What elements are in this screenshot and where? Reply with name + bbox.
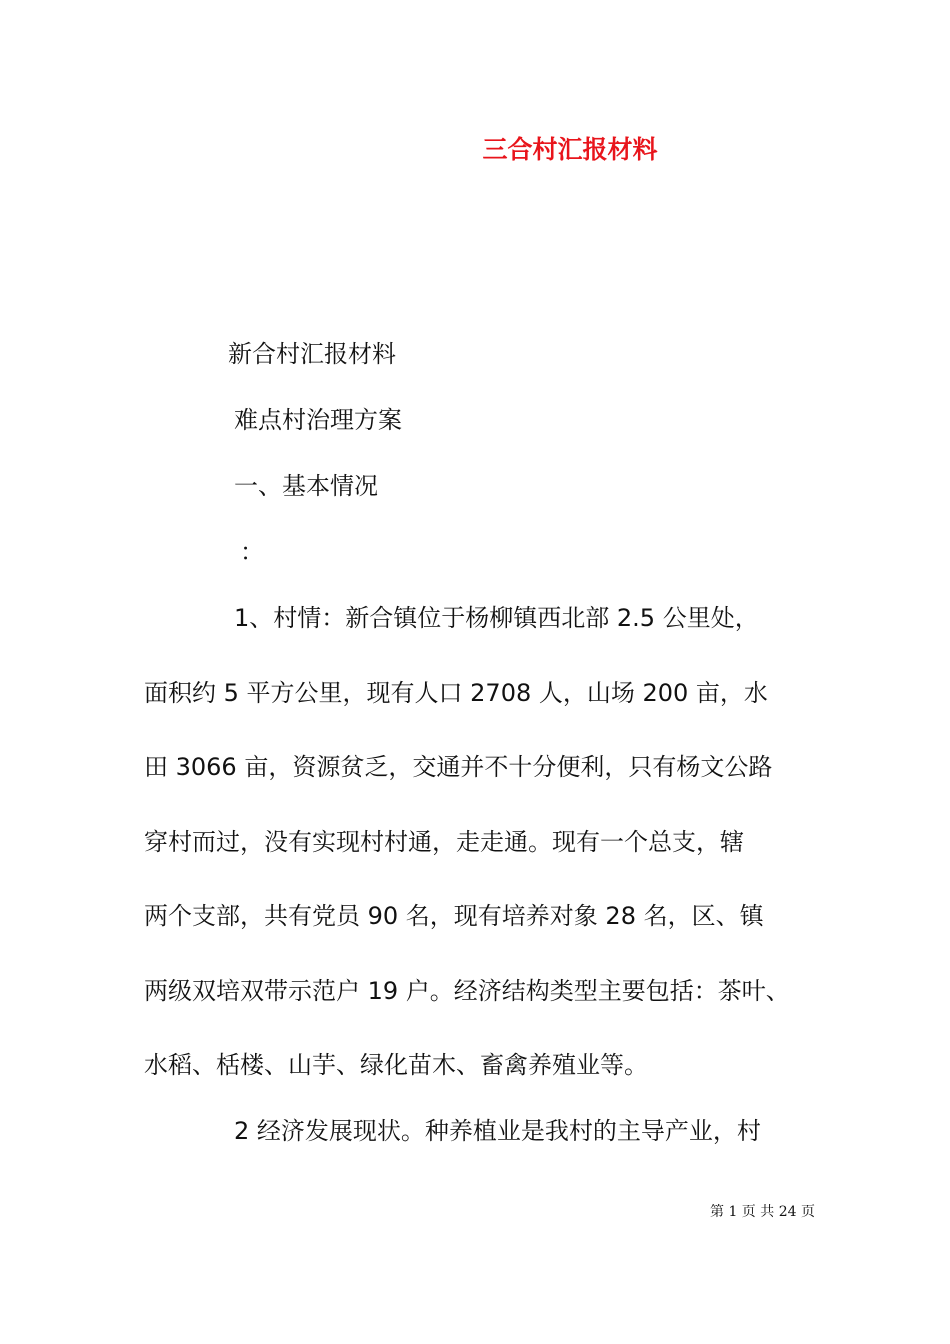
paragraph-line-9: 两个支部，共有党员 90 名，现有培养对象 28 名，区、镇 [144, 902, 764, 930]
paragraph-line-4: ： [240, 538, 264, 566]
document-title: 三合村汇报材料 [482, 135, 658, 164]
paragraph-line-10: 两级双培双带示范户 19 户。经济结构类型主要包括：茶叶、 [144, 977, 790, 1005]
paragraph-line-8: 穿村而过，没有实现村村通，走走通。现有一个总支，辖 [144, 828, 744, 856]
paragraph-line-5: 1、村情：新合镇位于杨柳镇西北部 2.5 公里处， [234, 604, 759, 632]
paragraph-line-2: 难点村治理方案 [234, 406, 402, 434]
page-footer: 第 1 页 共 24 页 [710, 1204, 815, 1220]
paragraph-line-7: 田 3066 亩，资源贫乏，交通并不十分便利，只有杨文公路 [144, 753, 773, 781]
paragraph-line-6: 面积约 5 平方公里，现有人口 2708 人，山场 200 亩，水 [144, 679, 768, 707]
paragraph-line-1: 新合村汇报材料 [228, 340, 396, 368]
paragraph-line-11: 水稻、栝楼、山芋、绿化苗木、畜禽养殖业等。 [144, 1051, 648, 1079]
section-heading: 一、基本情况 [234, 472, 378, 500]
paragraph-line-12: 2 经济发展现状。种养植业是我村的主导产业，村 [234, 1117, 761, 1145]
